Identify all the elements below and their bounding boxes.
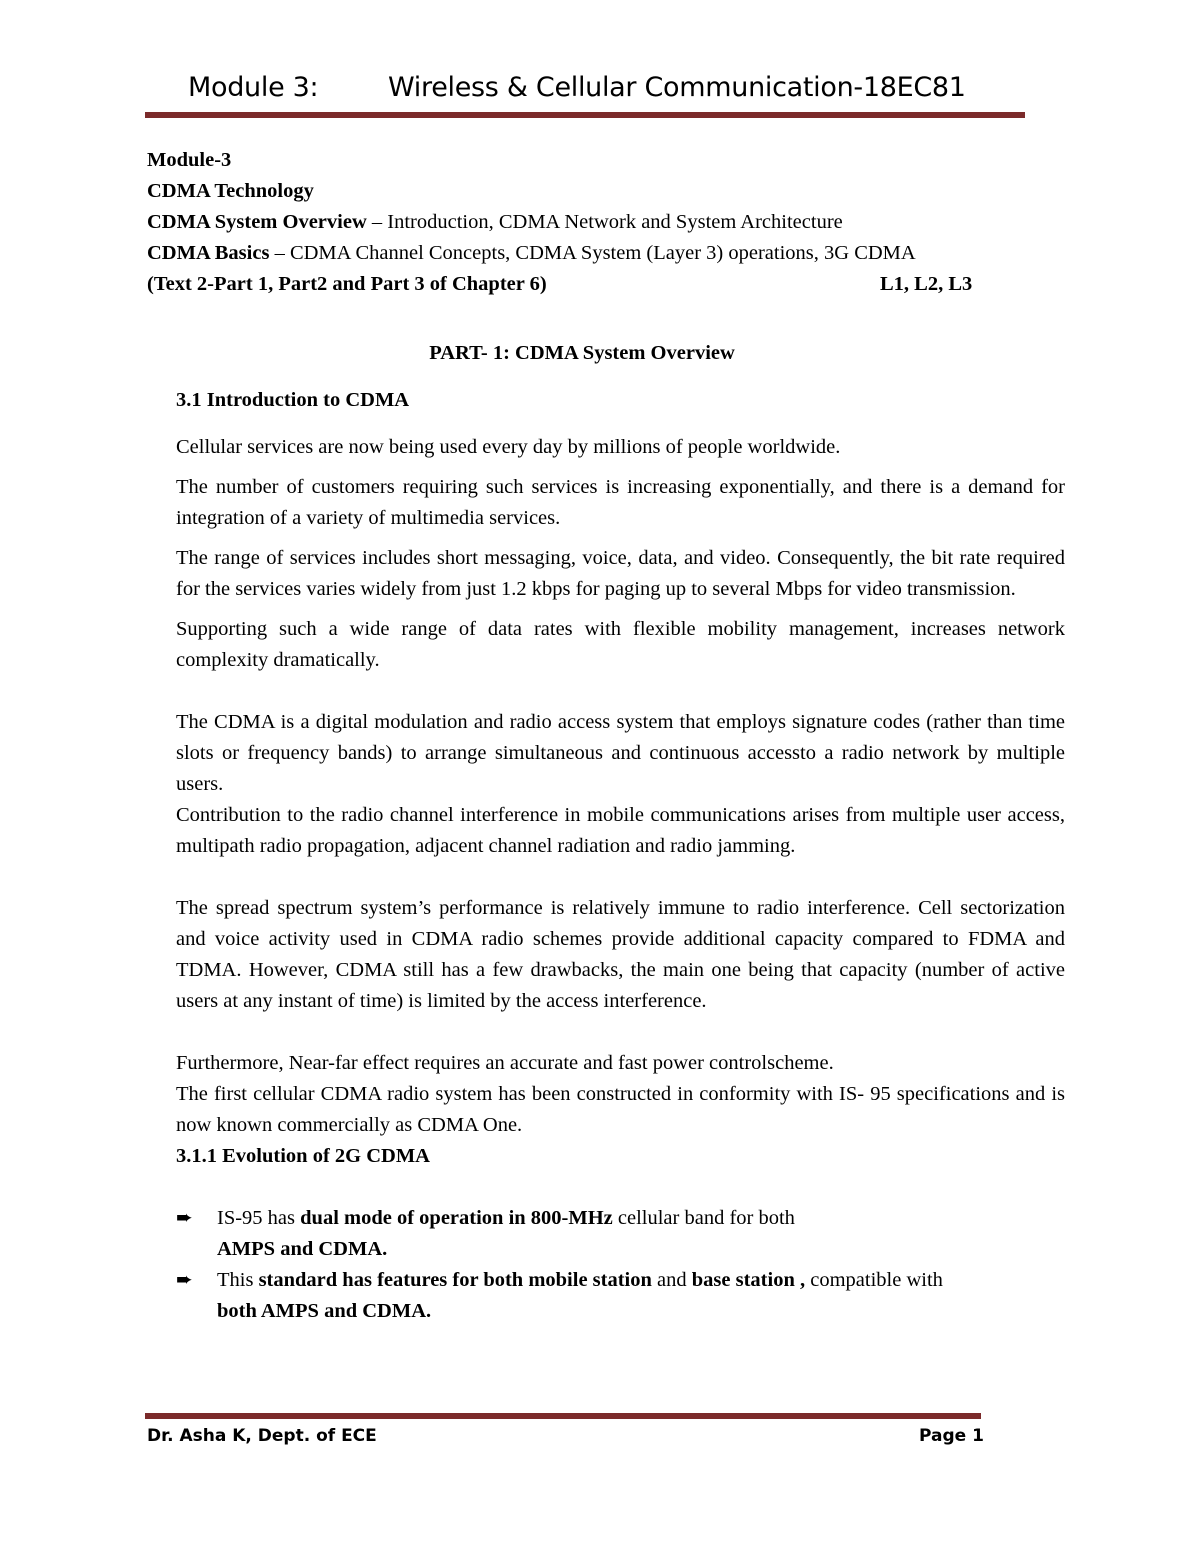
basics-topics: – CDMA Channel Concepts, CDMA System (Layer 3) operations, 3G CDMA (269, 242, 916, 264)
levels-label: L1, L2, L3 (880, 273, 973, 295)
paragraph-9: The first cellular CDMA radio system has been constructed in conformity with IS- 95 specifications and is now known commercially as CDMA One. (176, 1083, 1065, 1136)
tech-label: CDMA Technology (147, 180, 314, 202)
bullet-text: cellular band for both (612, 1207, 795, 1229)
overview-topics: – Introduction, CDMA Network and System Architecture (366, 211, 843, 233)
paragraph-7: The spread spectrum system’s performance is relatively immune to radio interference. Cell sectorization and voice activity used in CDMA radio schemes provide additional capacity compared to FDMA and TDMA. However, CDMA still has a few drawbacks, the main one being that capacity (number of active users at any instant of time) is limited by the access interference. (176, 897, 1065, 1012)
bullet-text: IS-95 has (217, 1207, 301, 1229)
bullet-list (176, 1203, 1065, 1327)
basics-heading: CDMA Basics (147, 242, 270, 264)
basics-line (147, 238, 1065, 269)
bullet-bold-text: both AMPS and CDMA. (217, 1300, 432, 1322)
bullet-text: compatible with (805, 1269, 943, 1291)
bullet-bold-text: base station , (691, 1269, 806, 1291)
arrow-bullet-icon: ➨ (176, 1207, 193, 1229)
text-reference: (Text 2-Part 1, Part2 and Part 3 of Chapter 6) (147, 273, 547, 295)
overview-line (147, 207, 1065, 238)
list-item (176, 1203, 1065, 1265)
paragraph-4: Supporting such a wide range of data rates with flexible mobility management, increases network complexity dramatically. (176, 618, 1065, 671)
arrow-bullet-icon: ➨ (176, 1269, 193, 1291)
paragraph-8: Furthermore, Near-far effect requires an accurate and fast power controlscheme. (176, 1052, 834, 1074)
footer-rule (145, 1413, 981, 1419)
section-heading-3-1: 3.1 Introduction to CDMA (176, 389, 410, 411)
module-label: Module-3 (147, 149, 232, 171)
list-item (176, 1265, 1065, 1327)
bullet-bold-text: dual mode of operation in 800-MHz (300, 1207, 613, 1229)
paragraph-2: The number of customers requiring such services is increasing exponentially, and there is a demand for integration of a variety of multimedia services. (176, 476, 1065, 529)
header-title: Wireless & Cellular Communication-18EC81 (388, 72, 966, 103)
section-heading-3-1-1: 3.1.1 Evolution of 2G CDMA (176, 1145, 430, 1167)
bullet-text: and (651, 1269, 692, 1291)
part-title: PART- 1: CDMA System Overview (429, 342, 735, 364)
header-rule (145, 112, 1025, 118)
paragraph-3: The range of services includes short messaging, voice, data, and video. Consequently, the bit rate required for the services varies widely from just 1.2 kbps for paging up to several Mbps for video transmission. (176, 547, 1065, 600)
section-content (176, 385, 1065, 1327)
overview-heading: CDMA System Overview (147, 211, 367, 233)
paragraph-1: Cellular services are now being used every day by millions of people worldwide. (176, 436, 841, 458)
bullet-bold-text: standard has features for both mobile station (258, 1269, 652, 1291)
bullet-text: This (217, 1269, 259, 1291)
footer-author: Dr. Asha K, Dept. of ECE (147, 1426, 377, 1446)
bullet-bold-text: AMPS and CDMA. (217, 1238, 388, 1260)
page-number: Page 1 (919, 1426, 984, 1446)
header-module: Module 3: (188, 72, 319, 103)
paragraph-6: Contribution to the radio channel interference in mobile communications arises from multiple user access, multipath radio propagation, adjacent channel radiation and radio jamming. (176, 804, 1065, 857)
paragraph-5: The CDMA is a digital modulation and radio access system that employs signature codes (rather than time slots or frequency bands) to arrange simultaneous and continuous accessto a radio network by multiple users. (176, 711, 1065, 795)
document-body (147, 145, 1065, 1327)
text-reference-line (147, 269, 1065, 300)
